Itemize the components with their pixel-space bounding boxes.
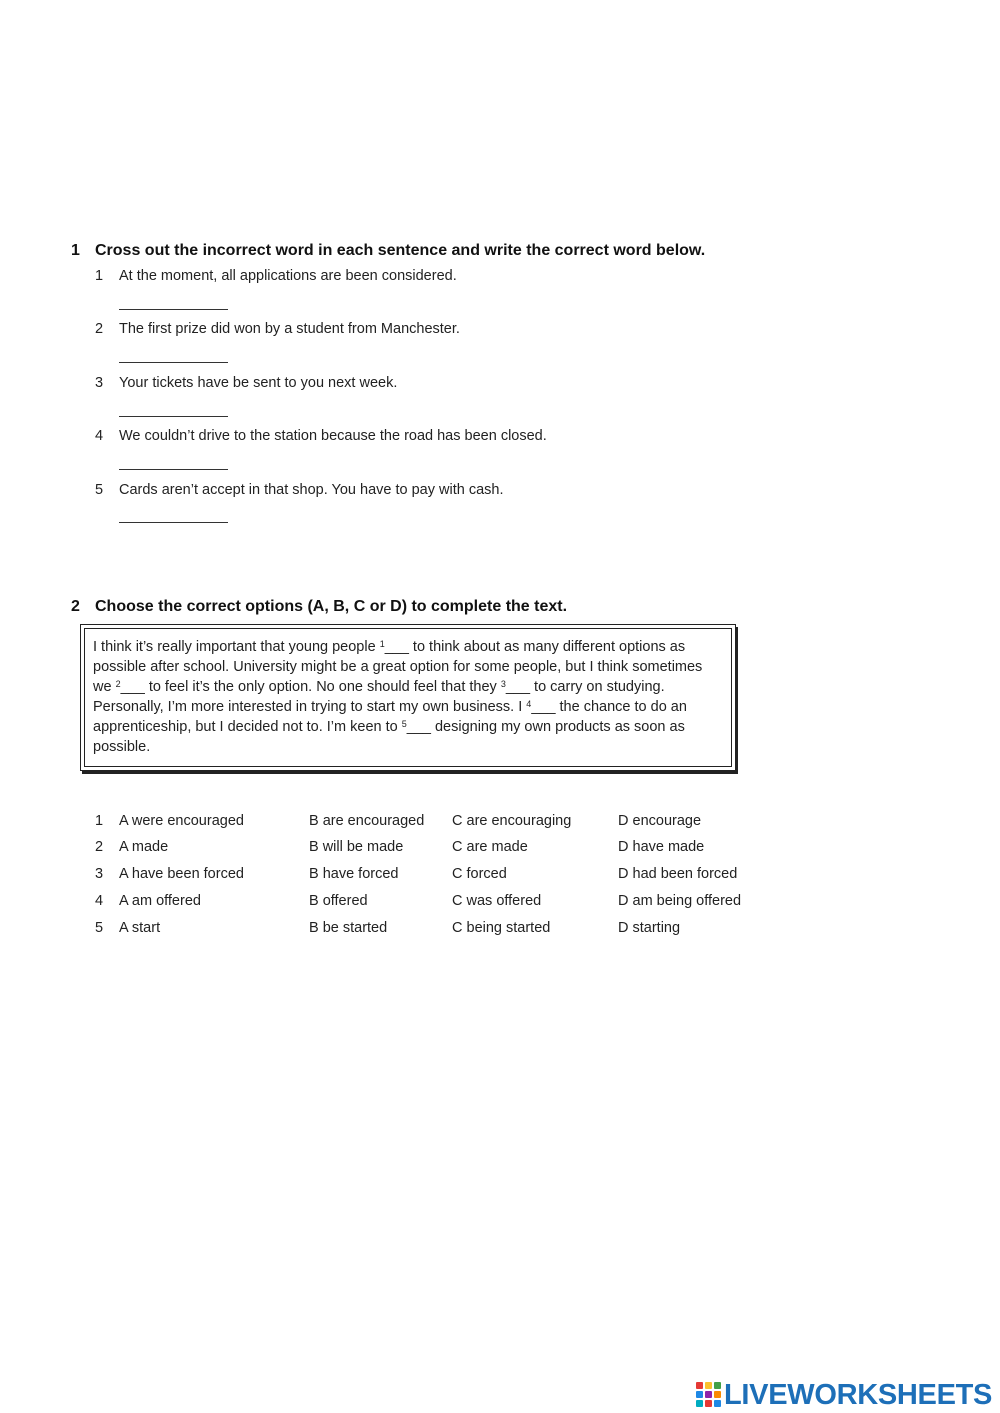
exercise-2-heading: Choose the correct options (A, B, C or D) to complete the text.	[95, 598, 568, 615]
option-c[interactable]: C are encouraging	[452, 813, 572, 829]
option-row	[95, 893, 795, 913]
answer-blank-4[interactable]	[119, 469, 228, 470]
liveworksheets-logo-icon	[696, 1382, 722, 1408]
gap-marker: 1	[379, 639, 385, 649]
option-d[interactable]: D have made	[618, 839, 705, 855]
option-b[interactable]: B are encouraged	[309, 813, 425, 829]
ex1-sentence: Cards aren’t accept in that shop. You have to pay with cash.	[119, 482, 504, 498]
option-row	[95, 866, 795, 886]
ex1-sentence: Your tickets have be sent to you next week.	[119, 375, 398, 391]
liveworksheets-logo[interactable]	[696, 1378, 996, 1412]
gap-marker: 2	[115, 679, 121, 689]
option-c[interactable]: C are made	[452, 839, 528, 855]
ex1-item-number: 4	[95, 428, 104, 444]
option-number: 3	[95, 866, 104, 882]
gap-marker: 3	[500, 679, 506, 689]
option-a[interactable]: A were encouraged	[119, 813, 244, 829]
option-a[interactable]: A start	[119, 920, 161, 936]
ex1-sentence: We couldn’t drive to the station because the road has been closed.	[119, 428, 547, 444]
ex1-item-number: 1	[95, 268, 104, 284]
option-c[interactable]: C being started	[452, 920, 551, 936]
passage-box	[80, 624, 736, 771]
option-d[interactable]: D starting	[618, 920, 681, 936]
option-a[interactable]: A am offered	[119, 893, 201, 909]
option-number: 2	[95, 839, 104, 855]
ex1-item-number: 5	[95, 482, 104, 498]
passage-text: I think it’s really important that young people $^1$___ to think about as many different options as possible after school. University might be a great option for some people, but I think sometimes we $^2$___ to feel it’s the only option. No one should feel that they $^3$___ to carry on studying. Personally, I’m more interested in trying to start my own business. I $^4$___ the chance to do an apprenticeship, but I decided not to. I’m keen to $^5$___ designing my own products as soon as possible.	[93, 639, 703, 755]
option-row	[95, 920, 795, 940]
ex1-sentence: At the moment, all applications are been considered.	[119, 268, 457, 284]
ex1-item-number: 3	[95, 375, 104, 391]
answer-blank-2[interactable]	[119, 362, 228, 363]
option-d[interactable]: D had been forced	[618, 866, 738, 882]
exercise-1-number: 1	[71, 242, 80, 259]
gap-marker: 5	[401, 719, 407, 729]
option-c[interactable]: C was offered	[452, 893, 542, 909]
option-row	[95, 813, 795, 833]
answer-blank-5[interactable]	[119, 522, 228, 523]
option-b[interactable]: B will be made	[309, 839, 404, 855]
option-b[interactable]: B offered	[309, 893, 368, 909]
ex1-sentence: The first prize did won by a student from Manchester.	[119, 321, 460, 337]
option-d[interactable]: D am being offered	[618, 893, 742, 909]
option-row	[95, 839, 795, 859]
option-a[interactable]: A have been forced	[119, 866, 244, 882]
ex1-item-number: 2	[95, 321, 104, 337]
option-number: 1	[95, 813, 104, 829]
exercise-2-number: 2	[71, 598, 80, 615]
answer-blank-3[interactable]	[119, 416, 228, 417]
liveworksheets-wordmark: LIVEWORKSHEETS	[724, 1379, 993, 1411]
option-b[interactable]: B have forced	[309, 866, 399, 882]
option-number: 4	[95, 893, 104, 909]
option-number: 5	[95, 920, 104, 936]
option-d[interactable]: D encourage	[618, 813, 702, 829]
option-b[interactable]: B be started	[309, 920, 388, 936]
option-a[interactable]: A made	[119, 839, 169, 855]
exercise-1-heading: Cross out the incorrect word in each sentence and write the correct word below.	[95, 242, 706, 259]
gap-marker: 4	[526, 699, 532, 709]
option-c[interactable]: C forced	[452, 866, 507, 882]
answer-blank-1[interactable]	[119, 309, 228, 310]
